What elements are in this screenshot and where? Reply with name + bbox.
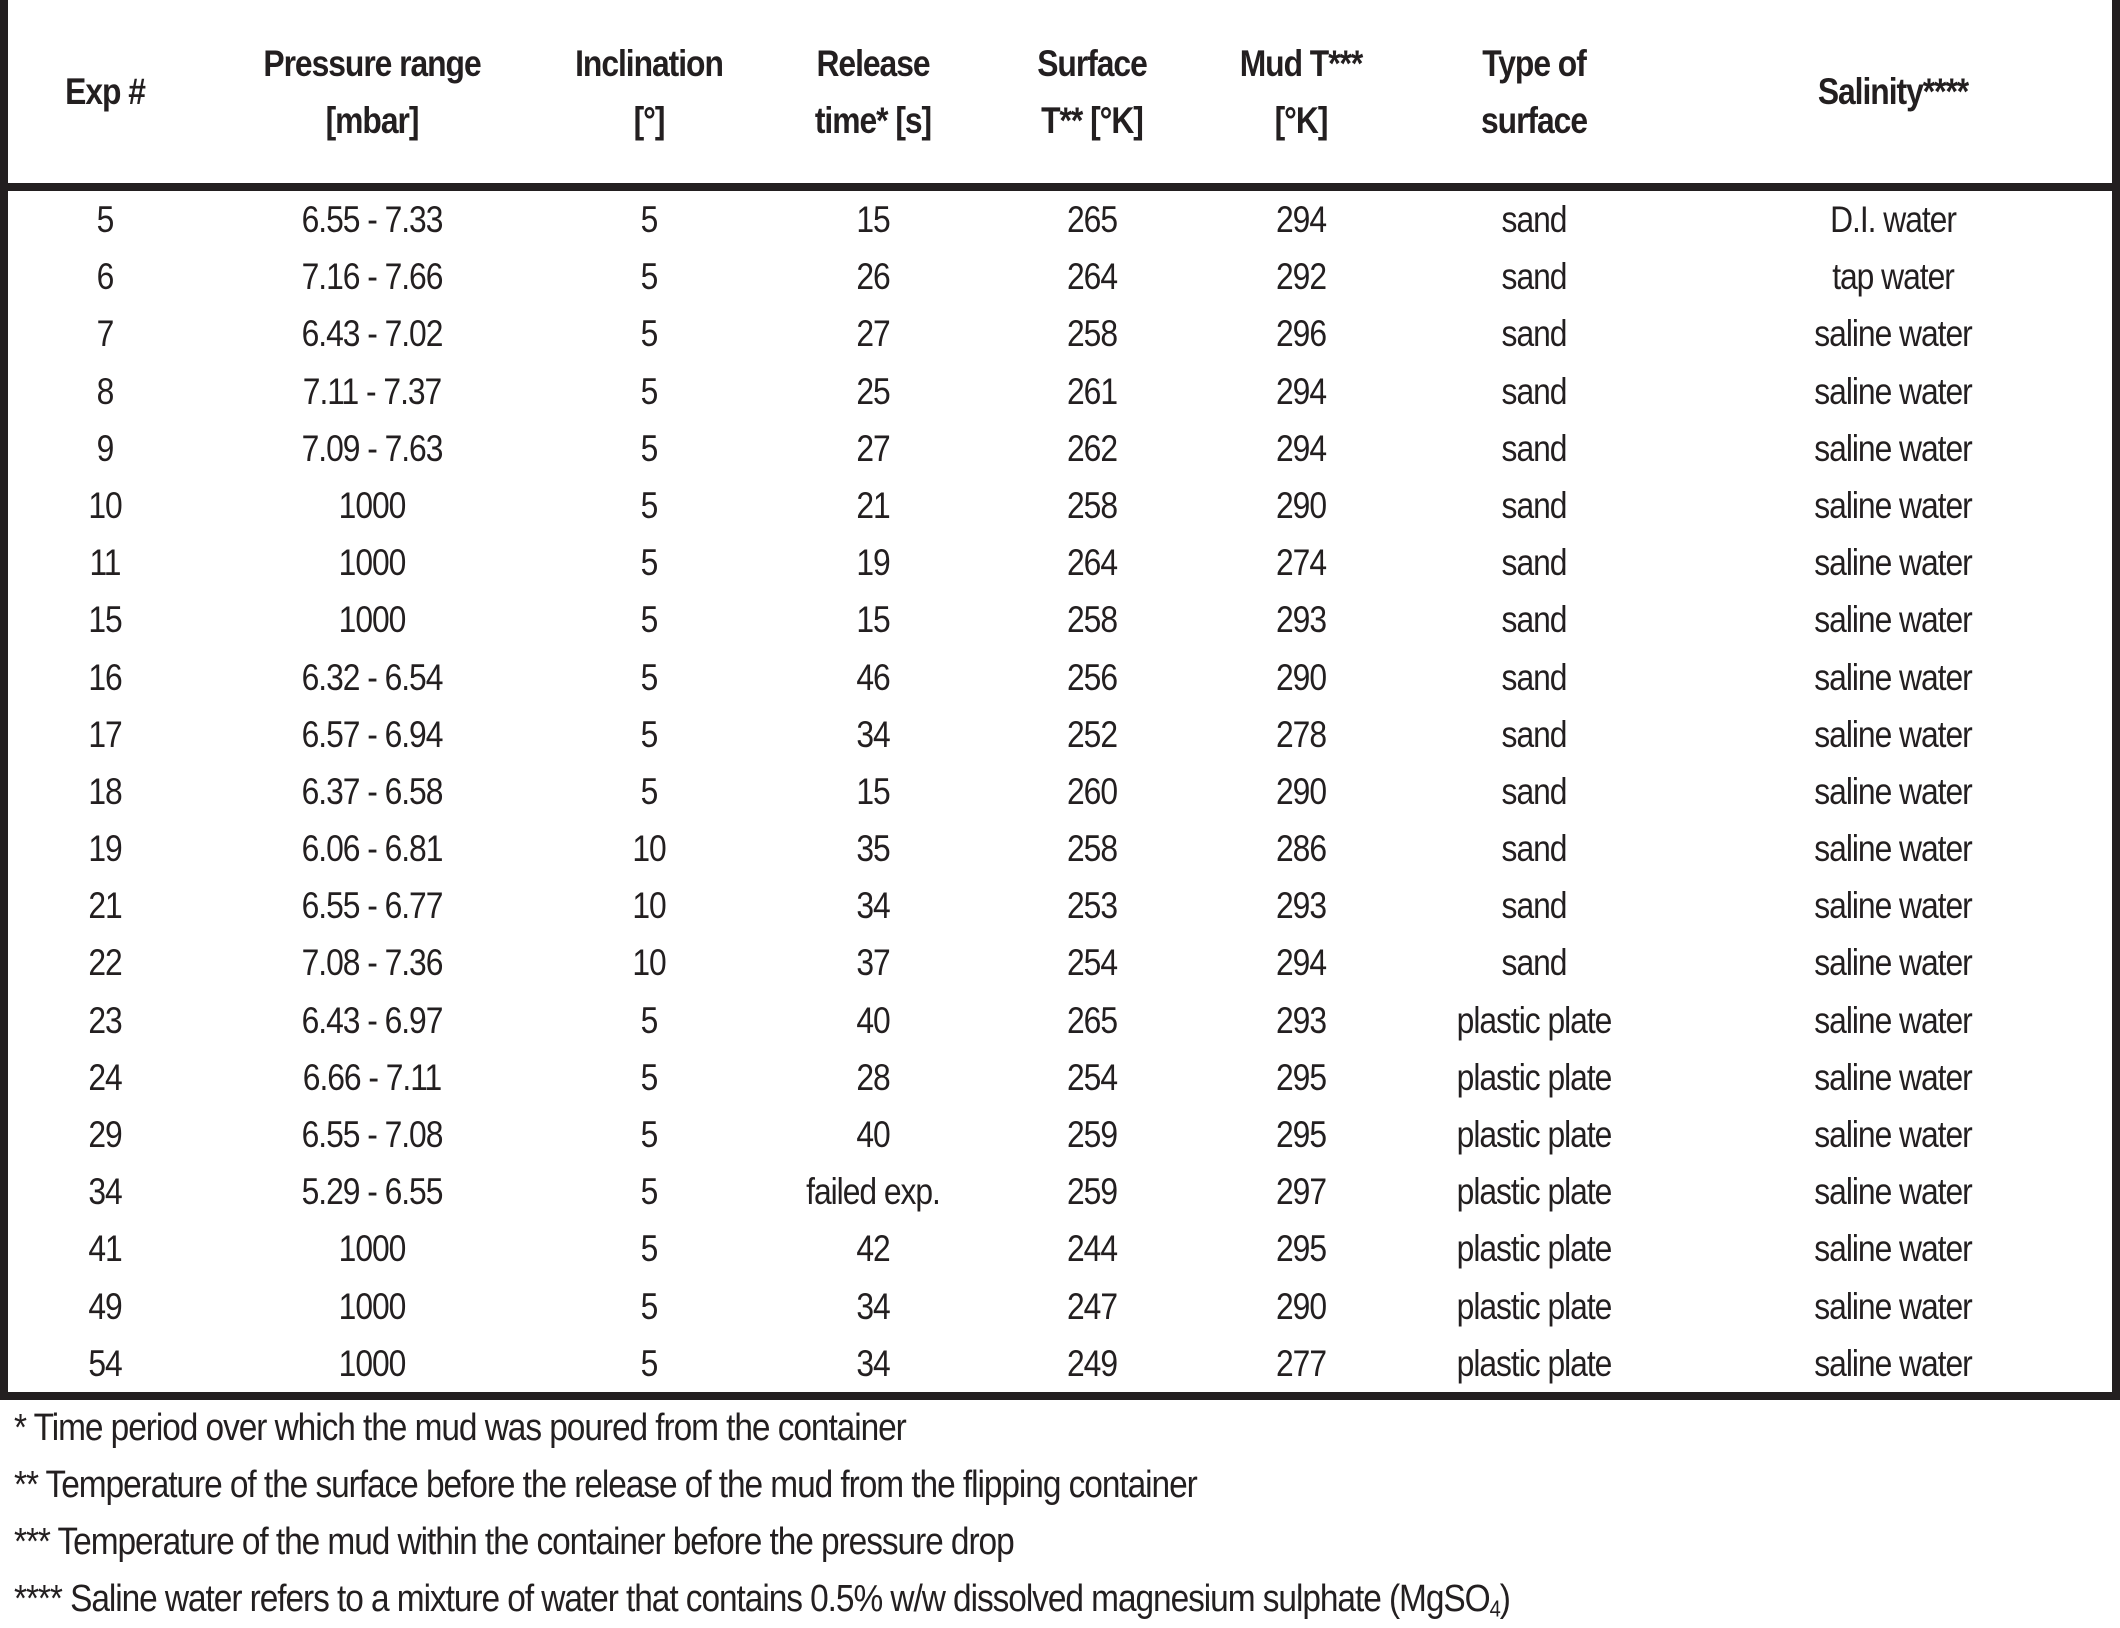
cell-inclination: 10 <box>632 885 666 927</box>
cell-release-time: 35 <box>856 828 890 870</box>
cell-mud-temperature: 294 <box>1275 370 1326 412</box>
header-label: Release <box>816 42 930 84</box>
cell-exp-number: 11 <box>89 542 121 584</box>
footnote-surface-temperature: ** Temperature of the surface before the release of the mud from the flipping container <box>14 1464 1197 1506</box>
table-row <box>0 420 2120 477</box>
cell-surface-temperature: 244 <box>1066 1228 1117 1270</box>
cell-salinity: saline water <box>1814 484 1972 526</box>
cell-release-time: 42 <box>856 1228 890 1270</box>
cell-release-time: 34 <box>856 1342 890 1384</box>
cell-release-time: 15 <box>856 199 890 240</box>
cell-pressure-range: 6.32 - 6.54 <box>301 656 443 698</box>
header-label: Exp # <box>65 71 145 112</box>
table-row <box>0 534 2120 591</box>
cell-salinity: saline water <box>1814 313 1972 355</box>
cell-inclination: 5 <box>640 370 658 412</box>
cell-release-time: 34 <box>856 885 890 927</box>
table-row <box>0 763 2120 820</box>
cell-surface-temperature: 259 <box>1066 1171 1117 1213</box>
table-row <box>0 591 2120 648</box>
cell-surface-temperature: 264 <box>1066 542 1117 584</box>
cell-exp-number: 16 <box>88 656 122 698</box>
cell-surface-type: plastic plate <box>1456 1114 1612 1155</box>
cell-inclination: 5 <box>640 199 658 240</box>
cell-mud-temperature: 295 <box>1275 1114 1326 1155</box>
cell-surface-temperature: 254 <box>1066 942 1117 984</box>
footnote-salinity <box>14 1571 1862 1628</box>
cell-surface-type: sand <box>1501 713 1567 755</box>
cell-inclination: 5 <box>640 427 658 469</box>
closing-paren: ) <box>1499 1578 1510 1620</box>
cell-surface-temperature: 259 <box>1066 1114 1117 1155</box>
cell-pressure-range: 6.55 - 7.33 <box>301 199 443 240</box>
cell-pressure-range: 1000 <box>338 599 406 641</box>
cell-mud-temperature: 290 <box>1275 770 1326 812</box>
cell-surface-type: sand <box>1501 199 1567 240</box>
cell-surface-type: sand <box>1501 313 1567 355</box>
cell-mud-temperature: 297 <box>1275 1171 1326 1213</box>
cell-inclination: 10 <box>632 828 666 870</box>
cell-salinity: saline water <box>1814 942 1972 984</box>
cell-surface-type: sand <box>1501 484 1567 526</box>
cell-surface-temperature: 260 <box>1066 770 1117 812</box>
cell-release-time: 19 <box>856 542 890 584</box>
table-row <box>0 1049 2120 1106</box>
cell-pressure-range: 7.08 - 7.36 <box>301 942 443 984</box>
cell-release-time: 27 <box>856 313 890 355</box>
cell-exp-number: 21 <box>88 885 122 927</box>
cell-release-time: 40 <box>856 999 890 1041</box>
header-label: Type of <box>1482 42 1586 84</box>
table-bottom-border <box>0 1392 2120 1400</box>
cell-exp-number: 7 <box>96 313 114 355</box>
cell-pressure-range: 1000 <box>338 1285 406 1327</box>
cell-pressure-range: 6.57 - 6.94 <box>301 713 443 755</box>
table-row <box>0 1163 2120 1220</box>
header-unit: T** [°K] <box>1041 99 1143 141</box>
cell-salinity: saline water <box>1814 713 1972 755</box>
cell-pressure-range: 7.16 - 7.66 <box>301 256 443 298</box>
cell-surface-temperature: 258 <box>1066 828 1117 870</box>
cell-salinity: saline water <box>1814 427 1972 469</box>
header-mud-temperature <box>1198 0 1404 183</box>
cell-mud-temperature: 290 <box>1275 1285 1326 1327</box>
cell-release-time: 28 <box>856 1056 890 1098</box>
cell-pressure-range: 6.43 - 6.97 <box>301 999 443 1041</box>
cell-exp-number: 17 <box>88 713 122 755</box>
cell-exp-number: 15 <box>88 599 122 641</box>
cell-salinity: tap water <box>1832 256 1954 298</box>
cell-inclination: 5 <box>640 1171 658 1213</box>
cell-mud-temperature: 286 <box>1275 828 1326 870</box>
cell-surface-type: plastic plate <box>1456 1342 1612 1384</box>
cell-pressure-range: 7.09 - 7.63 <box>301 427 443 469</box>
cell-release-time: 21 <box>856 484 890 526</box>
table-row <box>0 649 2120 706</box>
header-salinity <box>1738 0 2048 183</box>
cell-salinity: D.I. water <box>1830 199 1956 240</box>
cell-inclination: 5 <box>640 1056 658 1098</box>
cell-inclination: 5 <box>640 713 658 755</box>
cell-salinity: saline water <box>1814 1114 1972 1155</box>
footnote-release-time: * Time period over which the mud was poured from the container <box>14 1407 906 1449</box>
cell-surface-temperature: 249 <box>1066 1342 1117 1384</box>
table-row <box>0 992 2120 1049</box>
header-label: Inclination <box>575 42 723 84</box>
cell-surface-temperature: 252 <box>1066 713 1117 755</box>
table-row <box>0 477 2120 534</box>
table-row <box>0 820 2120 877</box>
cell-release-time: failed exp. <box>806 1171 940 1213</box>
cell-pressure-range: 6.55 - 7.08 <box>301 1114 443 1155</box>
cell-surface-temperature: 256 <box>1066 656 1117 698</box>
cell-inclination: 5 <box>640 999 658 1041</box>
cell-release-time: 15 <box>856 770 890 812</box>
cell-exp-number: 8 <box>96 370 114 412</box>
cell-exp-number: 24 <box>88 1056 122 1098</box>
header-label: Salinity**** <box>1817 71 1969 112</box>
cell-surface-type: sand <box>1501 828 1567 870</box>
cell-salinity: saline water <box>1814 1228 1972 1270</box>
cell-surface-type: sand <box>1501 542 1567 584</box>
header-exp-number <box>36 0 174 183</box>
cell-salinity: saline water <box>1814 885 1972 927</box>
table-row <box>0 1220 2120 1277</box>
cell-surface-type: sand <box>1501 885 1567 927</box>
cell-inclination: 10 <box>632 942 666 984</box>
cell-surface-type: plastic plate <box>1456 1228 1612 1270</box>
cell-release-time: 40 <box>856 1114 890 1155</box>
cell-surface-temperature: 261 <box>1066 370 1117 412</box>
cell-inclination: 5 <box>640 1228 658 1270</box>
cell-surface-temperature: 247 <box>1066 1285 1117 1327</box>
cell-release-time: 15 <box>856 599 890 641</box>
cell-pressure-range: 1000 <box>338 542 406 584</box>
cell-surface-temperature: 253 <box>1066 885 1117 927</box>
cell-salinity: saline water <box>1814 656 1972 698</box>
cell-exp-number: 54 <box>88 1342 122 1384</box>
cell-mud-temperature: 274 <box>1275 542 1326 584</box>
cell-surface-type: sand <box>1501 656 1567 698</box>
cell-exp-number: 6 <box>96 256 114 298</box>
cell-release-time: 27 <box>856 427 890 469</box>
header-pressure-range <box>243 0 501 183</box>
cell-release-time: 37 <box>856 942 890 984</box>
cell-exp-number: 29 <box>88 1114 122 1155</box>
cell-exp-number: 49 <box>88 1285 122 1327</box>
cell-surface-temperature: 254 <box>1066 1056 1117 1098</box>
cell-mud-temperature: 293 <box>1275 999 1326 1041</box>
cell-exp-number: 5 <box>96 199 114 240</box>
cell-mud-temperature: 293 <box>1275 599 1326 641</box>
cell-release-time: 46 <box>856 656 890 698</box>
cell-pressure-range: 7.11 - 7.37 <box>302 370 442 412</box>
header-divider <box>0 183 2120 191</box>
cell-inclination: 5 <box>640 256 658 298</box>
header-surface-type <box>1405 0 1663 183</box>
header-unit: time* [s] <box>814 99 932 141</box>
table-row <box>0 363 2120 420</box>
table-row <box>0 305 2120 362</box>
cell-pressure-range: 1000 <box>338 1342 406 1384</box>
header-label: Pressure range <box>263 42 481 84</box>
cell-mud-temperature: 293 <box>1275 885 1326 927</box>
table-row <box>0 706 2120 763</box>
cell-exp-number: 9 <box>96 427 114 469</box>
cell-exp-number: 23 <box>88 999 122 1041</box>
cell-surface-type: sand <box>1501 256 1567 298</box>
cell-pressure-range: 6.43 - 7.02 <box>301 313 443 355</box>
cell-surface-type: plastic plate <box>1456 1056 1612 1098</box>
table-row <box>0 248 2120 305</box>
header-unit: [mbar] <box>325 99 419 141</box>
cell-surface-temperature: 264 <box>1066 256 1117 298</box>
cell-inclination: 5 <box>640 1342 658 1384</box>
cell-surface-type: plastic plate <box>1456 1171 1612 1213</box>
table-row <box>0 934 2120 991</box>
cell-mud-temperature: 295 <box>1275 1228 1326 1270</box>
cell-mud-temperature: 295 <box>1275 1056 1326 1098</box>
cell-pressure-range: 6.66 - 7.11 <box>302 1056 442 1098</box>
cell-inclination: 5 <box>640 1285 658 1327</box>
cell-salinity: saline water <box>1814 1285 1972 1327</box>
cell-pressure-range: 5.29 - 6.55 <box>301 1171 443 1213</box>
header-label: Surface <box>1037 42 1147 84</box>
cell-surface-type: sand <box>1501 942 1567 984</box>
cell-pressure-range: 6.06 - 6.81 <box>301 828 443 870</box>
subscript-four: 4 <box>1489 1595 1500 1622</box>
cell-release-time: 26 <box>856 256 890 298</box>
cell-release-time: 25 <box>856 370 890 412</box>
header-unit: [°] <box>633 99 665 141</box>
table-row <box>0 1278 2120 1335</box>
header-release-time <box>761 0 985 183</box>
cell-surface-type: plastic plate <box>1456 999 1612 1041</box>
cell-salinity: saline water <box>1814 1342 1972 1384</box>
cell-exp-number: 22 <box>88 942 122 984</box>
cell-surface-temperature: 258 <box>1066 599 1117 641</box>
cell-surface-type: sand <box>1501 770 1567 812</box>
header-inclination <box>546 0 752 183</box>
cell-inclination: 5 <box>640 770 658 812</box>
cell-salinity: saline water <box>1814 599 1972 641</box>
cell-mud-temperature: 278 <box>1275 713 1326 755</box>
cell-mud-temperature: 290 <box>1275 656 1326 698</box>
table-row <box>0 877 2120 934</box>
cell-pressure-range: 1000 <box>338 1228 406 1270</box>
cell-inclination: 5 <box>640 656 658 698</box>
cell-salinity: saline water <box>1814 370 1972 412</box>
cell-mud-temperature: 294 <box>1275 942 1326 984</box>
cell-salinity: saline water <box>1814 542 1972 584</box>
cell-pressure-range: 1000 <box>338 484 406 526</box>
header-surface-temperature <box>989 0 1195 183</box>
cell-surface-temperature: 265 <box>1066 199 1117 240</box>
cell-surface-type: sand <box>1501 370 1567 412</box>
cell-inclination: 5 <box>640 599 658 641</box>
footnote-salinity-text: **** Saline water refers to a mixture of water that contains 0.5% w/w dissolved magnesium sulphate (MgSO <box>14 1578 1490 1620</box>
cell-surface-temperature: 258 <box>1066 484 1117 526</box>
cell-exp-number: 34 <box>88 1171 122 1213</box>
cell-mud-temperature: 296 <box>1275 313 1326 355</box>
header-unit: [°K] <box>1274 99 1328 141</box>
cell-inclination: 5 <box>640 484 658 526</box>
cell-exp-number: 41 <box>88 1228 122 1270</box>
cell-salinity: saline water <box>1814 999 1972 1041</box>
cell-salinity: saline water <box>1814 828 1972 870</box>
cell-mud-temperature: 294 <box>1275 199 1326 240</box>
table-row <box>0 191 2120 248</box>
cell-surface-temperature: 258 <box>1066 313 1117 355</box>
cell-surface-type: sand <box>1501 427 1567 469</box>
cell-pressure-range: 6.37 - 6.58 <box>301 770 443 812</box>
header-label: Mud T*** <box>1239 42 1363 84</box>
cell-exp-number: 18 <box>88 770 122 812</box>
footnote-mud-temperature: *** Temperature of the mud within the container before the pressure drop <box>14 1521 1014 1563</box>
cell-mud-temperature: 277 <box>1275 1342 1326 1384</box>
header-unit: surface <box>1481 99 1587 141</box>
cell-surface-type: plastic plate <box>1456 1285 1612 1327</box>
cell-exp-number: 19 <box>88 828 122 870</box>
table-body <box>0 191 2120 1392</box>
cell-surface-temperature: 262 <box>1066 427 1117 469</box>
cell-mud-temperature: 290 <box>1275 484 1326 526</box>
cell-mud-temperature: 292 <box>1275 256 1326 298</box>
cell-inclination: 5 <box>640 542 658 584</box>
cell-mud-temperature: 294 <box>1275 427 1326 469</box>
table-row <box>0 1335 2120 1392</box>
cell-pressure-range: 6.55 - 6.77 <box>301 885 443 927</box>
cell-exp-number: 10 <box>88 484 122 526</box>
table-row <box>0 1106 2120 1163</box>
cell-salinity: saline water <box>1814 1056 1972 1098</box>
cell-release-time: 34 <box>856 1285 890 1327</box>
cell-inclination: 5 <box>640 313 658 355</box>
cell-surface-temperature: 265 <box>1066 999 1117 1041</box>
cell-salinity: saline water <box>1814 1171 1972 1213</box>
cell-inclination: 5 <box>640 1114 658 1155</box>
cell-salinity: saline water <box>1814 770 1972 812</box>
footnotes <box>14 1400 2114 1628</box>
cell-release-time: 34 <box>856 713 890 755</box>
cell-surface-type: sand <box>1501 599 1567 641</box>
